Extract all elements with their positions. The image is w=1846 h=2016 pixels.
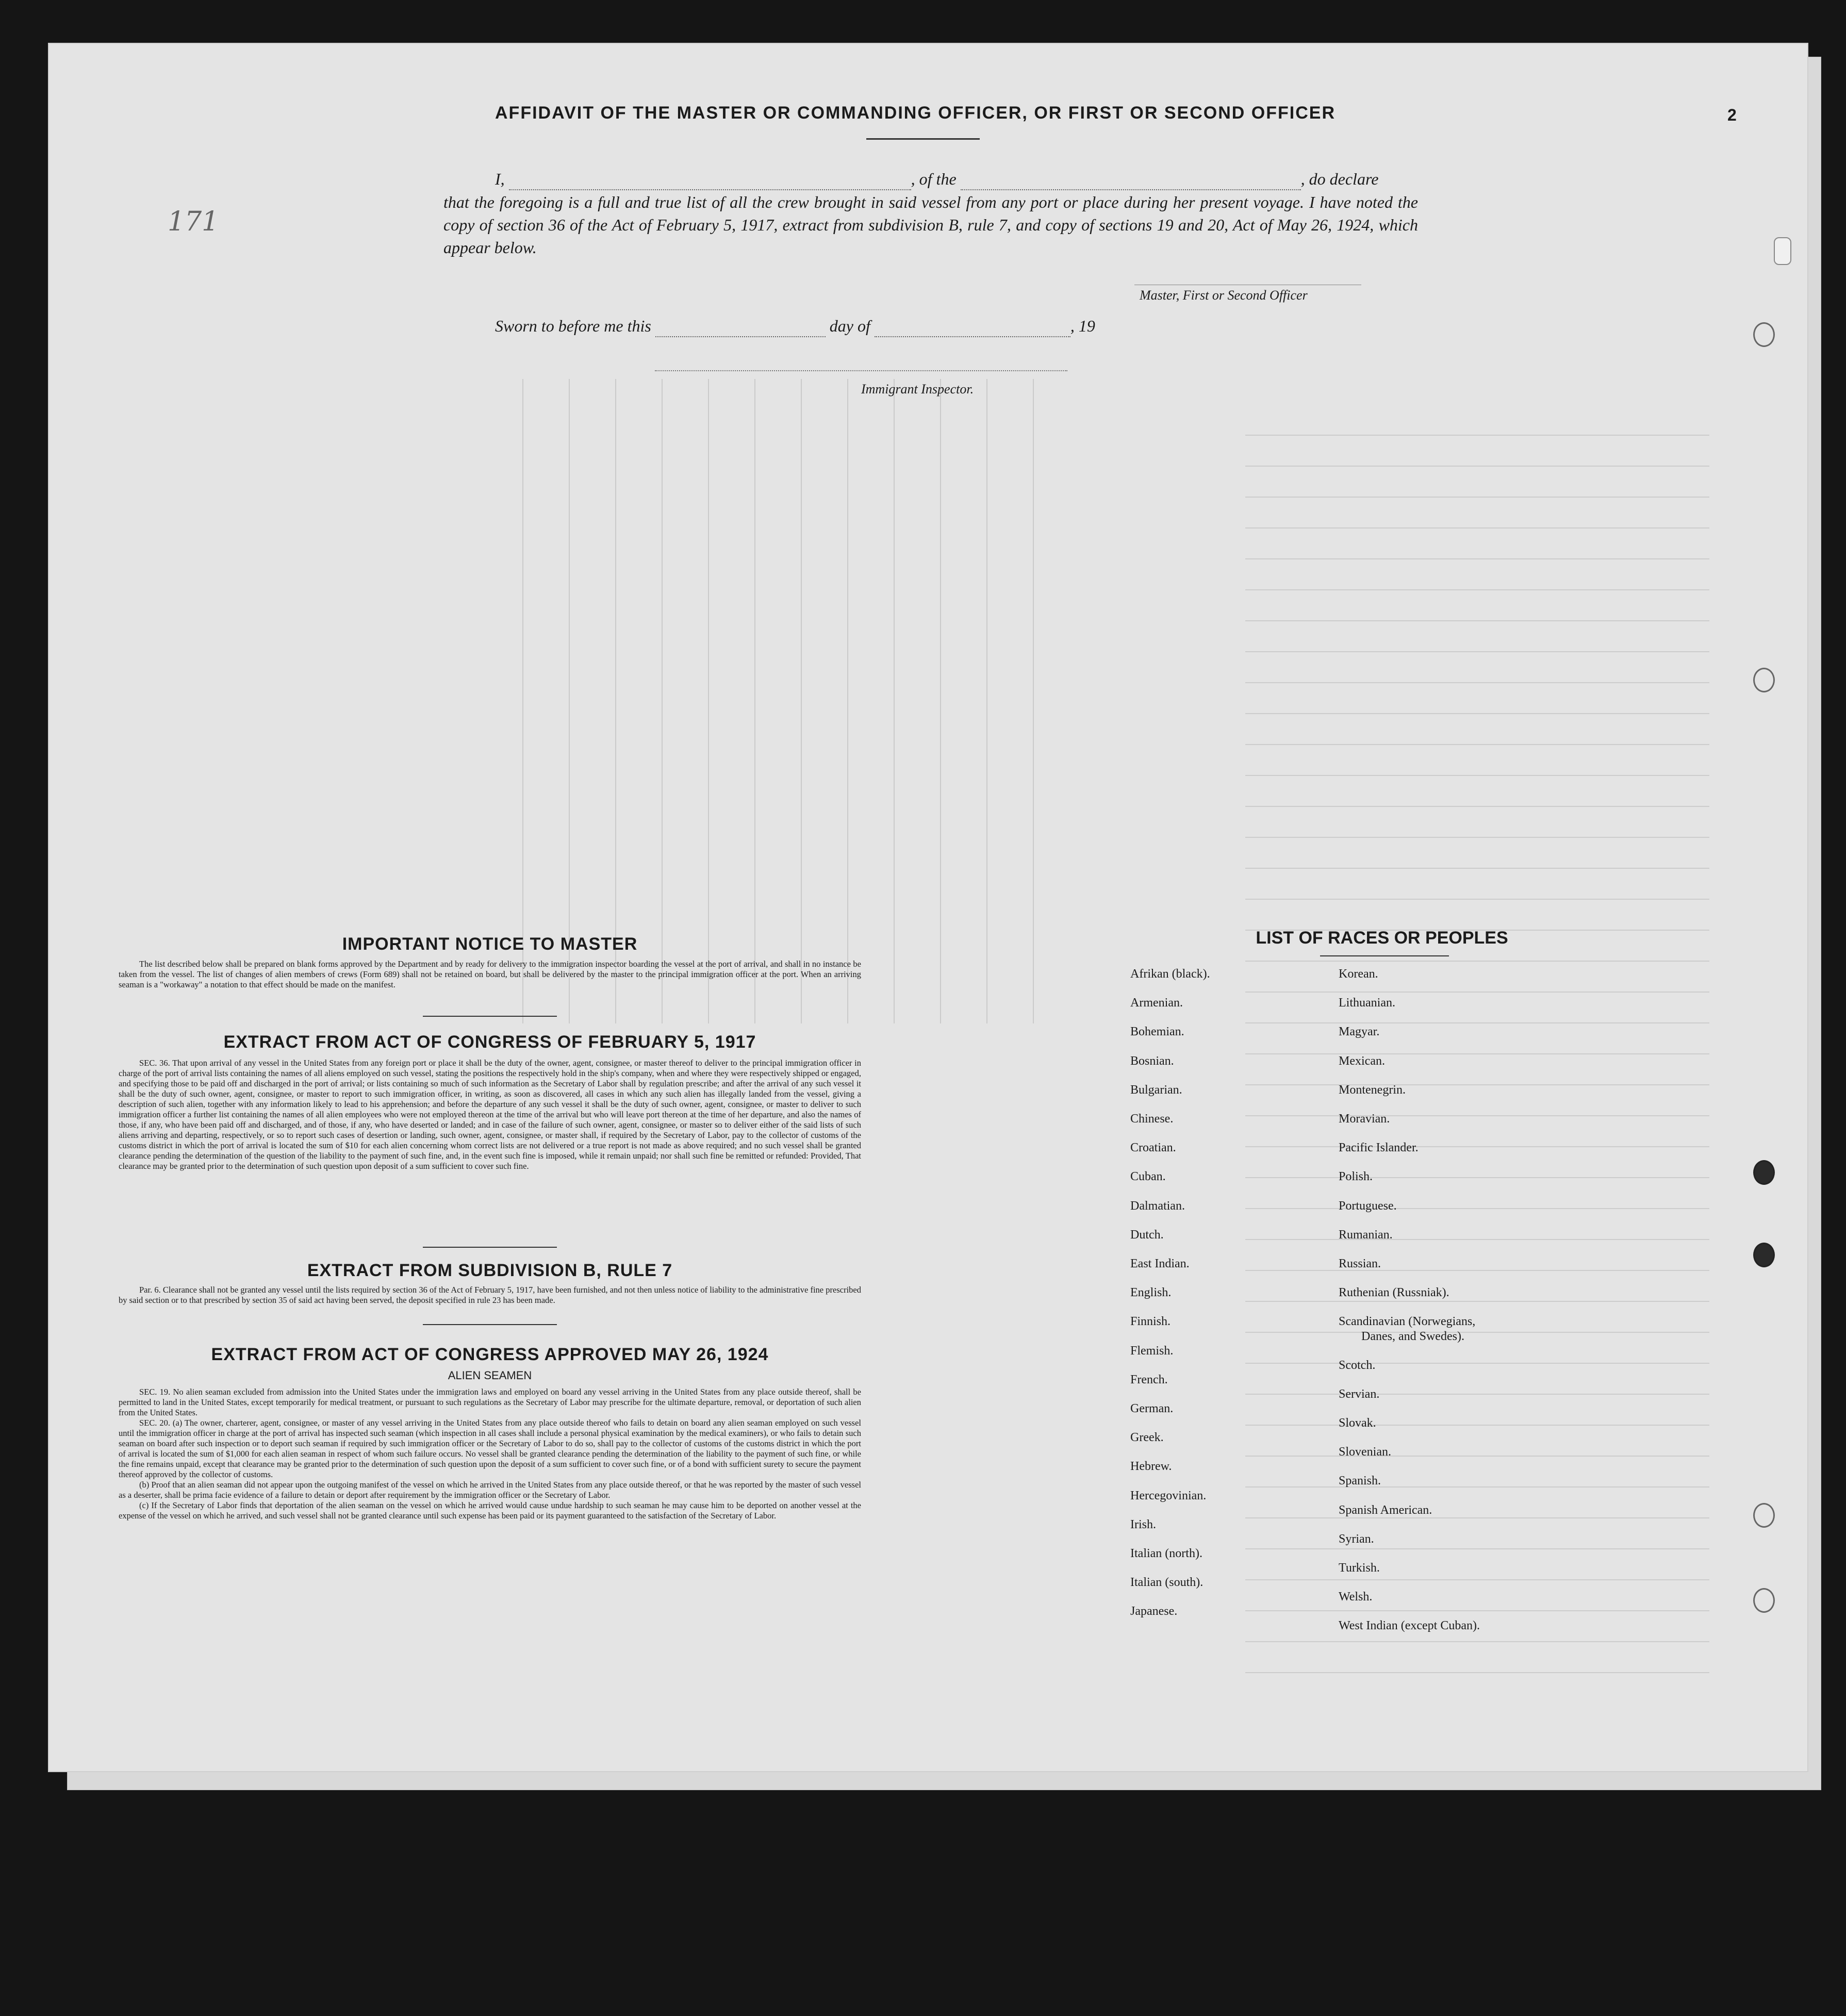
race-item: Irish. [1130, 1517, 1156, 1531]
race-item: Flemish. [1130, 1344, 1174, 1358]
race-item: Polish. [1339, 1170, 1373, 1184]
binding-hole [1753, 668, 1775, 692]
race-item: Dalmatian. [1130, 1199, 1185, 1213]
race-item: Japanese. [1130, 1605, 1178, 1618]
race-item: Scotch. [1339, 1358, 1376, 1372]
race-item: Montenegrin. [1339, 1083, 1406, 1097]
race-item: Portuguese. [1339, 1199, 1397, 1213]
race-item: Ruthenian (Russniak). [1339, 1286, 1449, 1300]
extract-1924-subtitle: ALIEN SEAMEN [448, 1369, 532, 1382]
paper-clip [1774, 237, 1791, 265]
binding-hole [1753, 1160, 1775, 1185]
race-item: Afrikan (black). [1130, 967, 1210, 981]
race-item: Armenian. [1130, 996, 1183, 1010]
bleed-through-grid [477, 379, 1044, 1023]
race-item: Magyar. [1339, 1025, 1380, 1039]
race-item: Hercegovinian. [1130, 1489, 1207, 1502]
race-item: East Indian. [1130, 1257, 1190, 1270]
race-item: Rumanian. [1339, 1228, 1393, 1242]
races-title: LIST OF RACES OR PEOPLES [1256, 928, 1508, 948]
sec19-paragraph: SEC. 19. No alien seaman excluded from admission into the United States under the immigration laws and employed on board any vessel arriving in the United States from any place outside thereof, shall be permitted to land in the United States, except temporarily for medical treatment, or pursuant to such regulations as the Secretary of Labor may prescribe for the ultimate departure, removal, or deportation of such alien from the United States. [119, 1387, 861, 1417]
sworn-month-field[interactable] [875, 321, 1070, 337]
vessel-name-field[interactable] [961, 174, 1301, 190]
race-item: Italian (south). [1130, 1576, 1204, 1590]
year-text: , 19 [1070, 317, 1095, 335]
race-item: West Indian (except Cuban). [1339, 1619, 1480, 1633]
extract-1917-paragraph: SEC. 36. That upon arrival of any vessel in the United States from any foreign port or place it shall be the duty of the owner, agent, consignee, or master thereof to deliver to the principal immigration officer in charge of the port of arrival lists containing the names of all aliens employed on such vessel, stating the positions the respectively hold in the ship's company, when and where they were respectively shipped or engaged, and specifying those to be paid off and discharged in the port of arrival; or lists containing so much of such information as the Secretary of Labor shall by regulation prescribe; and after the arrival of any such vessel it shall be the duty of such owner, agent, consignee, or master to report to such immigration officer, in writing, as soon as discovered, all cases in which any such alien has illegally landed from the vessel, giving a description of such alien, together with any information likely to lead to his apprehension; and before the departure of any such vessel it shall be the duty of such owner, agent, consignee, or master to deliver to such immigration officer a further list containing the names of all alien employees who were not employed thereon at the time of the arrival but who will leave port thereon at the time of her departure, and also the names of those, if any, who have been paid off and discharged, and of those, if any, who have deserted or landed; and in case of the failure of such owner, agent, consignee, or master so to deliver either of the said lists of such aliens arriving and departing, respectively, or so to report such cases of desertion or landing, such owner, agent, consignee, or master shall, if required by the Secretary of Labor, pay to the collector of customs of the customs district in which the port of arrival is located the sum of $10 for each alien concerning whom correct lists are not delivered or a true report is not made as above required; and no such vessel shall be granted clearance pending the determination of the question of the liability to the payment of such fine, and, in the event such fine is imposed, while it remain unpaid; nor shall such fine be remitted or refunded: Provided, That clearance may be granted prior to the determination of such question upon deposit of a sum sufficient to cover such fine. [119, 1058, 861, 1171]
binding-hole [1753, 322, 1775, 347]
sworn-line [495, 315, 1217, 337]
declarant-name-field[interactable] [509, 174, 911, 190]
race-item: Spanish American. [1339, 1503, 1432, 1517]
race-item: Servian. [1339, 1387, 1380, 1401]
rule7-paragraph: Par. 6. Clearance shall not be granted any vessel until the lists required by section 36 of the Act of February 5, 1917, have been furnished, and not then unless notice of liability to the administrative fine prescribed by said section or to that prescribed by section 35 of said act having been served, the deposit specified in rule 23 has been made. [119, 1285, 861, 1305]
notice-title: IMPORTANT NOTICE TO MASTER [342, 934, 638, 954]
bleed-through-rows [1245, 405, 1709, 1694]
race-item: Russian. [1339, 1257, 1381, 1270]
race-item: Slovak. [1339, 1416, 1376, 1430]
sworn-text: Sworn to before me this [495, 317, 651, 335]
sec20a-paragraph: SEC. 20. (a) The owner, charterer, agent, consignee, or master of any vessel arriving in the United States from any place outside thereof who fails to detain on board any alien seaman employed on such vessel until the immigration officer in charge at the port of arrival has inspected such seaman (which inspection in all cases shall include a personal physical examination by the medical examiners), or who fails to detain such seaman on board after such inspection or to deport such seaman if required by such immigration officer or the Secretary of Labor to do so, shall pay to the collector of customs of the customs district in which the port of arrival is located the sum of $1,000 for each alien seaman in respect of whom such failure occurs. No vessel shall be granted clearance pending the determination of the liability to the payment of such fine, or while the fine remains unpaid, except that clearance may be granted prior to the determination of such question upon the deposit of a sum sufficient to cover such fine, or of a bond with sufficient surety to secure the payment thereof approved by the collector of customs. [119, 1418, 861, 1479]
race-item: Syrian. [1339, 1532, 1374, 1546]
race-item: Turkish. [1339, 1561, 1380, 1575]
margin-number: 171 [168, 206, 219, 237]
binding-hole [1753, 1243, 1775, 1267]
race-item: Pacific Islander. [1339, 1141, 1419, 1155]
notice-text [119, 959, 861, 990]
race-item: Spanish. [1339, 1474, 1381, 1488]
binding-hole [1753, 1588, 1775, 1613]
inspector-signature-line[interactable] [655, 370, 1067, 371]
divider-1 [423, 1016, 557, 1017]
inspector-label: Immigrant Inspector. [861, 382, 974, 396]
race-item: Scandinavian (Norwegians, [1339, 1315, 1476, 1329]
race-item: Korean. [1339, 967, 1378, 981]
race-item: Bohemian. [1130, 1025, 1184, 1039]
race-item: Moravian. [1339, 1112, 1390, 1126]
race-item: Slovenian. [1339, 1445, 1391, 1459]
divider-3 [423, 1324, 557, 1325]
affidavit-body: that the foregoing is a full and true list of all the crew brought in said vessel from any port or place during her present voyage. I have noted the copy of section 36 of the Act of February 5, 1917, extract from subdivision B, rule 7, and copy of sections 19 and 20, Act of May 26, 1924, which appear below. [443, 193, 1418, 257]
race-item: Chinese. [1130, 1112, 1174, 1126]
extract-1917-title: EXTRACT FROM ACT OF CONGRESS OF FEBRUARY 5, 1917 [223, 1032, 756, 1052]
races-title-rule [1320, 955, 1449, 956]
race-item: Greek. [1130, 1431, 1164, 1445]
race-item: German. [1130, 1402, 1174, 1415]
binding-hole [1753, 1503, 1775, 1528]
rule7-title: EXTRACT FROM SUBDIVISION B, RULE 7 [307, 1261, 673, 1280]
race-item: Cuban. [1130, 1170, 1166, 1184]
race-item: English. [1130, 1286, 1172, 1300]
notice-paragraph: The list described below shall be prepared on blank forms approved by the Department and by ready for delivery to the immigration inspector boarding the vessel at the port of arrival, and shall in no instance be taken from the vessel. The list of changes of alien members of crews (Form 689) shall not be retained on board, but shall be delivered by the master to the principal immigration officer at the port. When an arriving seaman is a "workaway" a notation to that effect should be made on the manifest. [119, 959, 861, 989]
race-item: Welsh. [1339, 1590, 1373, 1604]
of-the-text: , of the [911, 170, 957, 188]
declare-text: , do declare [1300, 170, 1379, 188]
race-item: Hebrew. [1130, 1460, 1172, 1474]
day-of-text: day of [829, 317, 870, 335]
sec20c-paragraph: (c) If the Secretary of Labor finds that deportation of the alien seaman on the vessel on which he arrived would cause undue hardship to such seaman he may cause him to be deported on another vessel at the expense of the vessel on which he arrived, and such vessel shall not be granted clearance until such expense has been paid or its payment guaranteed to the satisfaction of the Secretary of Labor. [119, 1500, 861, 1521]
divider-2 [423, 1247, 557, 1248]
race-item: Italian (north). [1130, 1547, 1202, 1560]
race-item: Finnish. [1130, 1315, 1171, 1329]
race-item: Bulgarian. [1130, 1083, 1182, 1097]
race-item: Bosnian. [1130, 1054, 1174, 1068]
signer-label: Master, First or Second Officer [1140, 288, 1308, 303]
affidavit-line1 [443, 168, 1418, 190]
race-item: Lithuanian. [1339, 996, 1395, 1010]
race-item: Dutch. [1130, 1228, 1164, 1242]
declarant-i: I, [495, 170, 505, 188]
extract-1924-text [119, 1387, 861, 1521]
page-number: 2 [1727, 106, 1737, 124]
race-item: Danes, and Swedes). [1361, 1329, 1464, 1343]
race-item: Croatian. [1130, 1141, 1176, 1155]
extract-1917-text [119, 1058, 861, 1171]
sec20b-paragraph: (b) Proof that an alien seaman did not appear upon the outgoing manifest of the vessel on which he arrived in the United States from any place outside thereof, or that he was reported by the master of such vessel as a deserter, shall be prima facie evidence of a failure to detain or deport after requirement by the immigration officer or the Secretary of Labor. [119, 1480, 861, 1500]
sworn-day-field[interactable] [655, 321, 826, 337]
race-item: Mexican. [1339, 1054, 1385, 1068]
rule7-text [119, 1285, 861, 1306]
race-item: French. [1130, 1373, 1168, 1386]
extract-1924-title: EXTRACT FROM ACT OF CONGRESS APPROVED MAY 26, 1924 [211, 1345, 769, 1364]
affidavit-title: AFFIDAVIT OF THE MASTER OR COMMANDING OFFICER, OR FIRST OR SECOND OFFICER [495, 103, 1336, 123]
title-rule [866, 138, 980, 140]
